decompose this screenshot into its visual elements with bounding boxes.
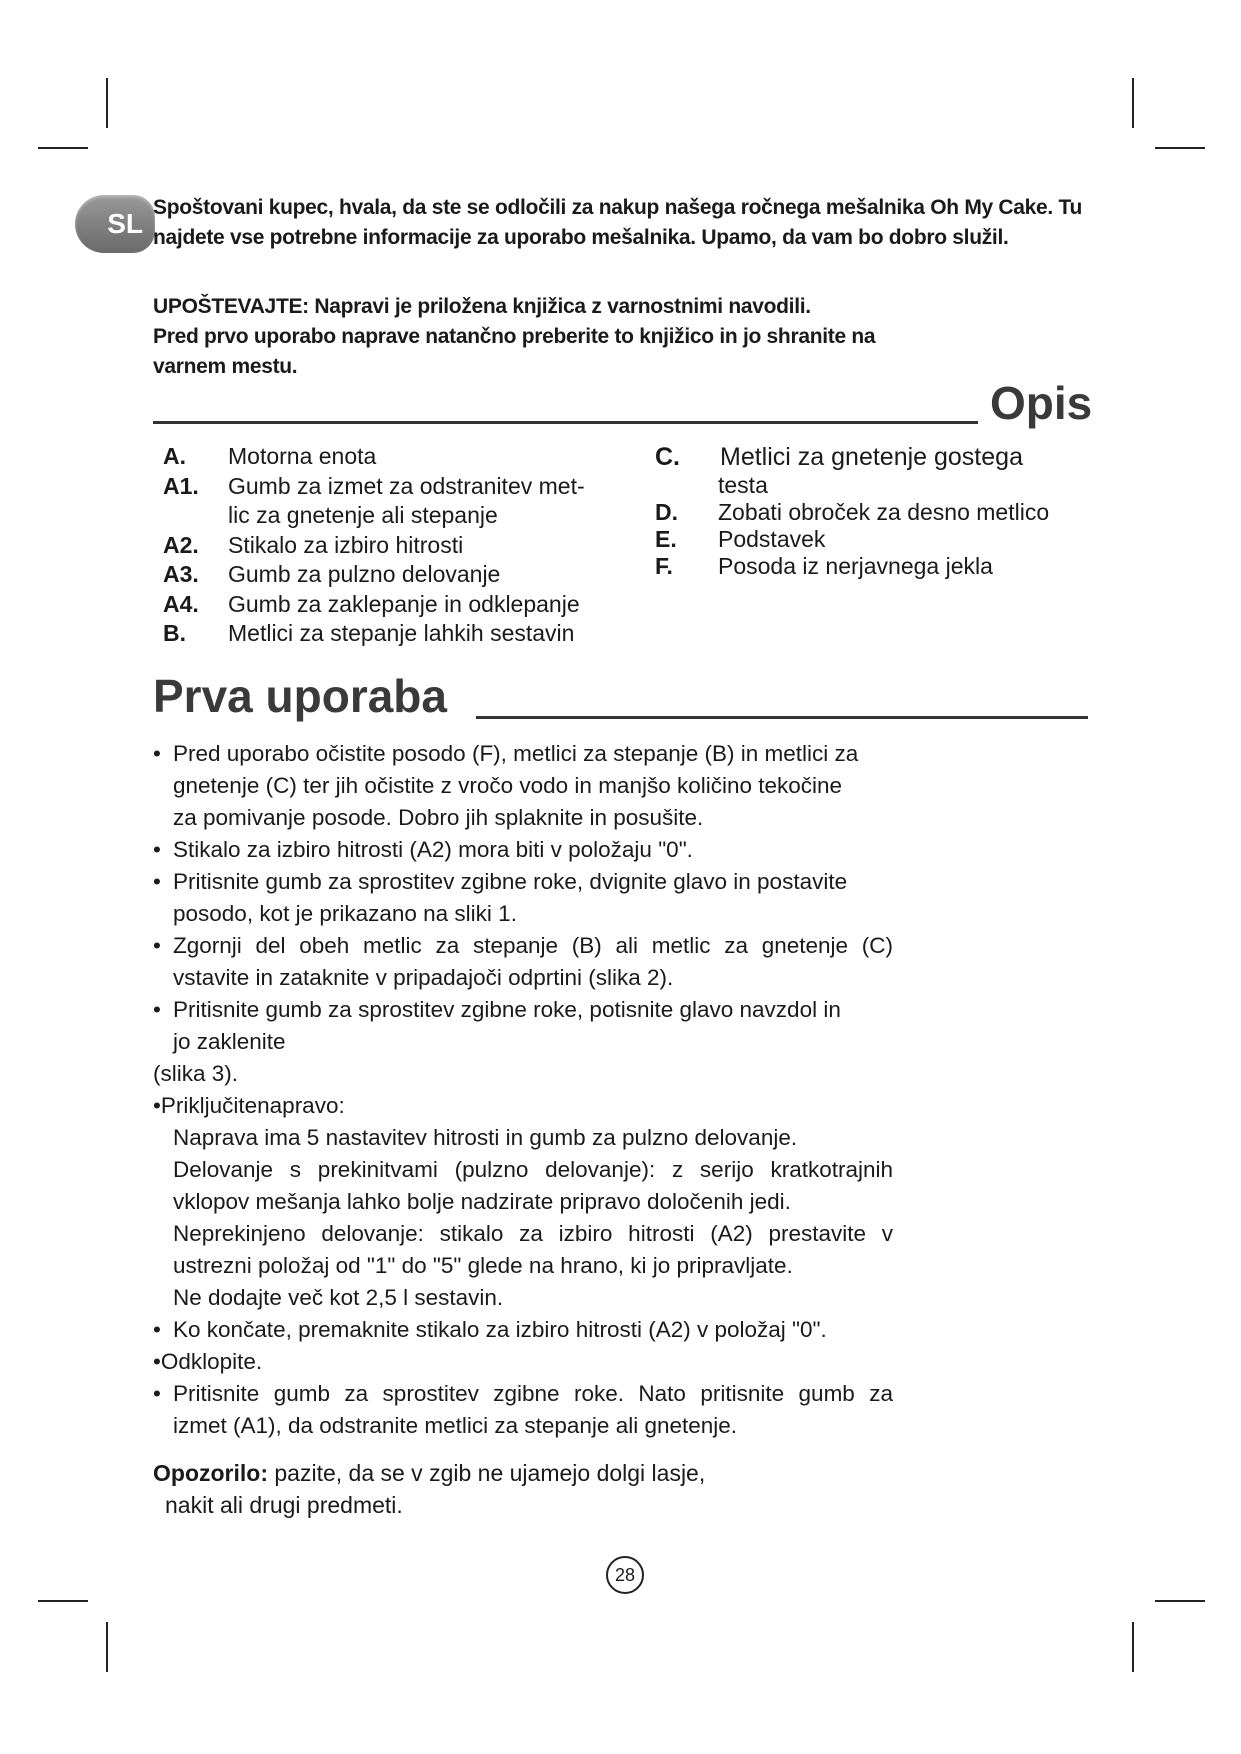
list-item: • Zgornji del obeh metlic za stepanje (B) ali metlic za gnetenje (C) vstavite in zataknite v pripadajoči odprtini (slika 2). [153, 933, 893, 990]
connect-details: Naprava ima 5 nastavitev hitrosti in gumb za pulzno delovanje. Delovanje s prekinitvami (pulzno delovanje): z serijo kratkotrajnih vklopov mešanja lahko bolje nadzirate pripravo določenih jedi. Neprekinjeno delovanje: stikalo za izbiro hitrosti (A2) prestavite v ustrezni položaj od "1" do "5" glede na hrano, ki jo pripravljate. Ne dodajte več kot 2,5 l sestavin. [173, 1125, 893, 1310]
safety-note [153, 292, 1083, 382]
list-item: A1. Gumb za izmet za odstranitev met- [163, 472, 585, 499]
list-item: • Pritisnite gumb za sprostitev zgibne roke. Nato pritisnite gumb za izmet (A1), da odstranite metlici za stepanje ali gnetenje. [153, 1381, 893, 1438]
list-item: D. Zobati obroček za desno metlico [655, 499, 1050, 525]
list-item: A. Motorna enota [163, 443, 377, 469]
list-item: • Ko končate, premaknite stikalo za izbiro hitrosti (A2) v položaj "0". [153, 1317, 827, 1342]
list-item: • Pred uporabo očistite posodo (F), metlici za stepanje (B) in metlici za gnetenje (C) ter jih očistite z vročo vodo in manjšo količino tekočine za pomivanje posode. Dobro jih splaknite in posušite. [153, 741, 859, 830]
prva-uporaba-title: Prva uporaba [153, 670, 447, 722]
crop-mark [1132, 78, 1134, 128]
crop-mark [1132, 1622, 1134, 1672]
list-item: C. Metlici za gnetenje gostega [655, 443, 1023, 471]
crop-mark [38, 1600, 88, 1602]
opis-rule [153, 421, 978, 424]
list-item: • Pritisnite gumb za sprostitev zgibne roke, dvignite glavo in postavite posodo, kot je prikazano na sliki 1. [153, 869, 848, 926]
list-item: • Pritisnite gumb za sprostitev zgibne roke, potisnite glavo navzdol in jo zaklenite [153, 997, 841, 1054]
list-item-continuation: (slika 3). [153, 1061, 239, 1086]
list-item: A2. Stikalo za izbiro hitrosti [163, 531, 464, 558]
crop-mark [1155, 1600, 1205, 1602]
opis-list-left [163, 442, 633, 649]
warning-label: Opozorilo: [153, 1460, 268, 1486]
opis-list-right [655, 442, 1095, 580]
list-item: lic za gnetenje ali stepanje [228, 502, 498, 528]
prva-uporaba-rule [476, 716, 1088, 719]
list-item: E. Podstavek [655, 526, 826, 552]
list-item: A4. Gumb za zaklepanje in odklepanje [163, 590, 580, 617]
list-item: testa [718, 472, 768, 498]
crop-mark [106, 1622, 108, 1672]
language-badge [75, 195, 155, 253]
list-item: A3. Gumb za pulzno delovanje [163, 561, 501, 587]
list-item: F. Posoda iz nerjavnega jekla [655, 553, 993, 579]
warning-note: Opozorilo: pazite, da se v zgib ne ujamejo dolgi lasje, nakit ali drugi predmeti. [153, 1460, 706, 1518]
crop-mark [106, 78, 108, 128]
opis-title: Opis [990, 377, 1093, 429]
safety-note-line: UPOŠTEVAJTE: Napravi je priložena knjižica z varnostnimi navodili. [153, 295, 811, 318]
list-item: • Stikalo za izbiro hitrosti (A2) mora biti v položaju "0". [153, 837, 693, 862]
language-badge-label: SL [107, 208, 143, 239]
crop-mark [38, 147, 88, 149]
intro-paragraph: Spoštovani kupec, hvala, da ste se odločili za nakup našega ročnega mešalnika Oh My Cake. Tu najdete vse potrebne informacije za uporabo mešalnika. Upamo, da vam bo dobro služil. [153, 196, 1082, 249]
prva-uporaba-body [153, 738, 893, 1442]
disconnect-heading: •Odklopite. [153, 1349, 263, 1374]
crop-mark [1155, 147, 1205, 149]
page-number: 28 [606, 1556, 644, 1594]
connect-heading: •Priključitenapravo: [153, 1093, 345, 1118]
safety-note-line: Pred prvo uporabo naprave natančno preberite to knjižico in jo shranite na [153, 325, 876, 348]
list-item: B. Metlici za stepanje lahkih sestavin [163, 620, 575, 646]
safety-note-line: varnem mestu. [153, 355, 298, 378]
